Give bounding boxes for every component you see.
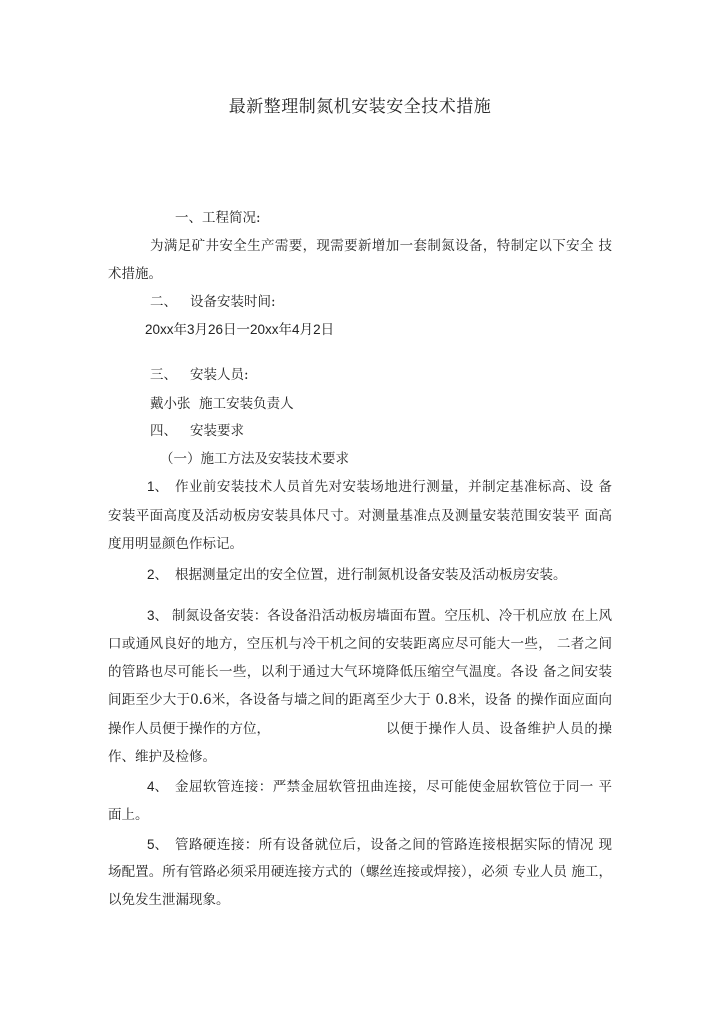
item-2-line: 根据测量定出的安全位置，进行制氮机设备安装及活动板房安装。	[175, 567, 567, 583]
item-1-line: 安装平面高度及活动板房安装具体尺寸。对测量基准点及测量安装范围安装平 面高	[108, 508, 612, 524]
section-3-heading: 安装人员:	[190, 367, 249, 383]
item-5-line: 管路硬连接：所有设备就位后，设备之间的管路连接根据实际的情况 现	[175, 837, 612, 853]
item-1-line: 度用明显颜色作标记。	[108, 536, 243, 552]
install-date: 20xx年3月26日一20xx年4月2日	[145, 322, 335, 337]
section-1-line: 为满足矿井安全生产需要，现需要新增加一套制氮设备，特制定以下安全 技	[150, 238, 612, 254]
section-2-number: 二、	[150, 294, 177, 310]
section-1-heading: 一、工程简况:	[175, 210, 261, 226]
item-3-line: 口或通风良好的地方，空压机与冷干机之间的安装距离应尽可能大一些， 二者之间	[108, 636, 612, 652]
item-3-line: 制氮设备安装：各设备沿活动板房墙面布置。空压机、冷干机应放 在上风	[172, 608, 612, 624]
item-3-number: 3、	[147, 608, 169, 623]
section-4-number: 四、	[150, 423, 177, 439]
item-5-line: 场配置。所有管路必须采用硬连接方式的（螺丝连接或焊接），必须 专业人员 施工，	[108, 864, 612, 880]
item-1-number: 1、	[147, 479, 169, 494]
item-3-line: 以便于操作人员、设备维护人员的操	[386, 721, 612, 737]
item-1-line: 作业前安装技术人员首先对安装场地进行测量，并制定基准标高、设 备	[175, 479, 612, 495]
section-2-heading: 设备安装时间:	[190, 294, 276, 310]
subsection-heading: （一）施工方法及安装技术要求	[160, 451, 349, 467]
item-3-line: 间距至少大于0.6米，各设备与墙之间的距离至少大于 0.8米，设备 的操作面应面向	[108, 692, 612, 708]
item-2-number: 2、	[147, 567, 169, 582]
document-title: 最新整理制氮机安装安全技术措施	[228, 97, 492, 117]
section-1-line: 术措施。	[108, 266, 162, 282]
item-3-line: 操作人员便于操作的方位，	[108, 721, 270, 737]
item-4-number: 4、	[147, 779, 169, 794]
section-4-heading: 安装要求	[190, 423, 244, 439]
section-3-number: 三、	[150, 367, 177, 383]
item-5-line: 以免发生泄漏现象。	[108, 892, 230, 908]
item-4-line: 面上。	[108, 807, 149, 823]
installer-name: 戴小张 施工安装负责人	[150, 396, 294, 412]
item-3-line: 作、维护及检修。	[108, 749, 216, 765]
item-4-line: 金屈软管连接：严禁金屈软管扭曲连接，尽可能使金屈软管位于同一 平	[175, 779, 612, 795]
item-5-number: 5、	[147, 837, 169, 852]
item-3-line: 的管路也尽可能长一些，以利于通过大气环境降低压缩空气温度。各设 备之间安装	[108, 664, 612, 680]
